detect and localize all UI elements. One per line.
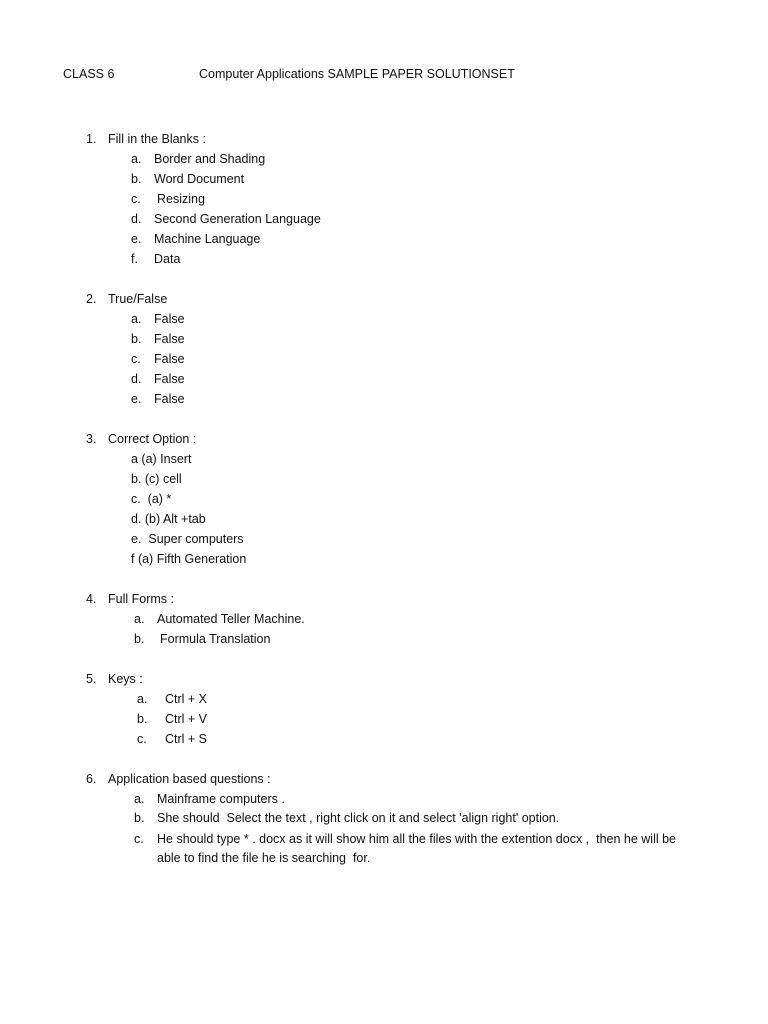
answer-text: Automated Teller Machine. [157, 612, 305, 626]
answer-text: Ctrl + S [165, 732, 208, 746]
answer-text: a (a) Insert [131, 452, 192, 466]
list-marker: a. [137, 692, 148, 706]
list-marker: d. [131, 372, 142, 386]
page-title: Computer Applications SAMPLE PAPER SOLUTIONSET [199, 67, 515, 81]
list-marker: a. [131, 152, 142, 166]
section-title: Correct Option : [108, 432, 197, 446]
answer-text: Data [154, 252, 181, 266]
section-title: Full Forms : [108, 592, 174, 606]
answer-text: False [154, 392, 185, 406]
answer-text: Second Generation Language [154, 212, 321, 226]
list-marker: a. [131, 312, 142, 326]
list-marker: b. [134, 811, 145, 825]
list-marker: c. [137, 732, 147, 746]
list-marker: a. [134, 792, 145, 806]
answer-text: False [154, 352, 185, 366]
answer-text-continuation: able to find the file he is searching for. [157, 851, 371, 865]
section-title: Application based questions : [108, 772, 271, 786]
list-marker: c. [134, 832, 144, 846]
answer-text: c. (a) * [131, 492, 172, 506]
list-marker: e. [131, 232, 142, 246]
answer-text: Border and Shading [154, 152, 266, 166]
answer-text: Ctrl + X [165, 692, 208, 706]
section-number: 3. [86, 432, 97, 446]
list-marker: b. [131, 332, 142, 346]
answer-text: d. (b) Alt +tab [131, 512, 206, 526]
answer-text: False [154, 372, 185, 386]
section-title: Fill in the Blanks : [108, 132, 206, 146]
list-marker: c. [131, 352, 141, 366]
list-marker: c. [131, 192, 141, 206]
answer-text: f (a) Fifth Generation [131, 552, 247, 566]
answer-text: False [154, 332, 185, 346]
class-label: CLASS 6 [63, 67, 115, 81]
list-marker: b. [134, 632, 145, 646]
list-marker: d. [131, 212, 142, 226]
section-number: 5. [86, 672, 97, 686]
answer-text: He should type * . docx as it will show him all the files with the extention docx , then he will be [157, 832, 677, 846]
answer-text: Machine Language [154, 232, 261, 246]
answer-text: Ctrl + V [165, 712, 208, 726]
answer-text: Resizing [157, 192, 205, 206]
section-number: 2. [86, 292, 97, 306]
list-marker: a. [134, 612, 145, 626]
list-marker: b. [137, 712, 148, 726]
section-number: 1. [86, 132, 97, 146]
answer-text: Mainframe computers . [157, 792, 285, 806]
answer-text: She should Select the text , right click on it and select 'align right' option. [157, 811, 560, 825]
section-title: True/False [108, 292, 168, 306]
answer-text: False [154, 312, 185, 326]
list-marker: f. [131, 252, 138, 266]
answer-text: b. (c) cell [131, 472, 182, 486]
section-title: Keys : [108, 672, 143, 686]
answer-text: Word Document [154, 172, 245, 186]
answer-text: Formula Translation [160, 632, 271, 646]
list-marker: e. [131, 392, 142, 406]
list-marker: b. [131, 172, 142, 186]
answer-text: e. Super computers [131, 532, 244, 546]
section-number: 4. [86, 592, 97, 606]
section-number: 6. [86, 772, 97, 786]
